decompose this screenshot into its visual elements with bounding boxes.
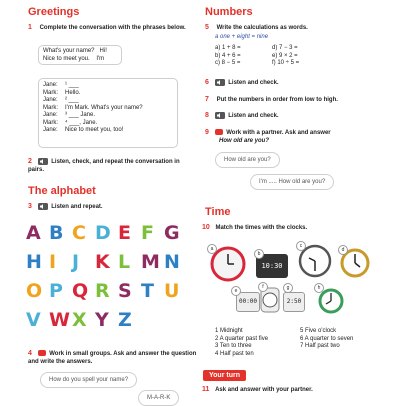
exercise-8 (205, 112, 279, 121)
alphabet-letter: R (95, 280, 110, 302)
speaker-name: Mark: (43, 89, 58, 96)
speaker-name: Mark: (43, 104, 58, 111)
audio-icon[interactable] (38, 158, 48, 165)
times-right (300, 328, 353, 351)
speech-bubble: How old are you? (215, 152, 280, 168)
phrase: Hi! (99, 48, 107, 54)
exercise-2 (28, 158, 188, 174)
clock-label: g (283, 283, 293, 293)
exercise-9 (205, 129, 385, 145)
dialogue-box (38, 78, 178, 148)
exercise-number: 6 (205, 79, 209, 87)
greetings-heading: Greetings (28, 6, 80, 18)
calc-item: b) 4 + 6 = (215, 52, 241, 59)
speaker-name: Jane: (43, 112, 58, 118)
exercise-11-instruction: Ask and answer with your partner. (215, 387, 313, 393)
clock-label: e (231, 286, 241, 296)
your-turn-banner: Your turn (203, 370, 246, 381)
exercise-3 (28, 203, 103, 212)
dialogue-line (43, 97, 173, 105)
exercise-6 (205, 79, 279, 88)
speaker-name: Jane: (43, 127, 58, 133)
alphabet-letter: U (164, 280, 180, 302)
alphabet-letter: H (26, 251, 42, 273)
alphabet-letter: N (164, 251, 180, 273)
dialogue-line (43, 120, 173, 128)
time-item: 4 Half past ten (215, 350, 254, 357)
exercise-1-instruction: Complete the conversation with the phrases below. (39, 25, 186, 31)
alphabet-letter: X (72, 309, 87, 331)
exercise-8-instruction: Listen and check. (228, 113, 279, 120)
exercise-3-instruction: Listen and repeat. (51, 204, 103, 211)
exercise-4 (28, 350, 198, 366)
alphabet-letter: Q (72, 280, 89, 302)
time-heading: Time (205, 206, 231, 218)
exercise-5-instruction: Write the calculations as words. (216, 25, 308, 31)
numbers-heading: Numbers (205, 6, 253, 18)
example-line: a one + eight = nine (215, 34, 269, 40)
exercise-number: 1 (28, 24, 32, 31)
dialogue-text: Nice to meet you, too! (65, 127, 124, 133)
clock-label: b (254, 249, 264, 259)
speech-bubble: How do you spell your name? (40, 372, 137, 388)
exercise-number: 2 (28, 158, 32, 166)
speech-bubble: M-A-R-K (138, 390, 179, 406)
dialogue-text: ² ___ (65, 97, 79, 103)
alphabet-letter: I (49, 251, 57, 273)
time-item: 6 A quarter to seven (300, 335, 354, 342)
time-item: 7 Half past two (300, 343, 340, 349)
speech-bubble: I'm ..... How old are you? (250, 174, 334, 190)
exercise-number: 3 (28, 203, 32, 211)
exercise-number: 7 (205, 96, 209, 103)
calc-item: f) 10 ÷ 5 = (272, 60, 300, 66)
phrase-box (38, 45, 122, 65)
speaker-name: Jane: (43, 97, 58, 103)
exercise-10-instruction: Match the times with the clocks. (215, 225, 308, 231)
exercise-number: 11 (202, 386, 210, 393)
dialogue-line (43, 90, 173, 98)
audio-icon[interactable] (38, 203, 48, 210)
calc-item: c) 8 − 5 = (215, 60, 241, 66)
dialogue-text: ¹ ___ (65, 82, 79, 88)
alphabet-letter: A (26, 222, 41, 244)
phrase: What's your name? (43, 48, 95, 54)
time-item: 2 A quarter past five (215, 335, 269, 342)
clock-label: c (296, 241, 306, 251)
dialogue-line (43, 112, 173, 120)
dialogue-text: I'm Mark. What's your name? (65, 104, 143, 111)
alphabet-letter: C (72, 222, 86, 244)
exercise-number: 10 (202, 224, 210, 231)
audio-icon[interactable] (215, 79, 225, 86)
alphabet-letter: M (141, 251, 160, 273)
clock-label: f (258, 282, 268, 292)
exercise-2-instruction: Listen, check, and repeat the conversation in pairs. (28, 159, 180, 173)
exercise-number: 5 (205, 24, 209, 31)
alphabet-letter: E (118, 222, 131, 244)
digital-clock-b: 10:30 (256, 254, 288, 278)
speaker-name: Jane: (43, 82, 58, 88)
exercise-9-question: How old are you? (219, 137, 270, 144)
alphabet-letter: K (95, 251, 110, 273)
alphabet-letter: D (95, 222, 111, 244)
exercise-9-instruction: Work with a partner. Ask and answer (226, 130, 331, 136)
exercise-7 (205, 96, 338, 105)
alphabet-letter: Z (118, 309, 132, 331)
time-item: 3 Ten to three (215, 343, 252, 349)
alphabet-letter: B (49, 222, 64, 244)
calc-item: d) 7 − 3 = (272, 45, 298, 51)
alphabet-letter: S (118, 280, 132, 302)
dialogue-text: ³ ___ Jane. (65, 112, 96, 118)
phrase: Nice to meet you. (43, 55, 90, 62)
alphabet-letter: L (118, 251, 131, 273)
speaker-name: Mark: (43, 119, 58, 126)
digital-clock-e: 00:00 (236, 292, 260, 312)
clock-label: a (207, 244, 217, 254)
times-left (215, 328, 268, 358)
alphabet-letter: Y (95, 309, 109, 331)
exercise-11 (202, 386, 313, 395)
clock-label: d (338, 245, 348, 255)
exercise-number: 4 (28, 350, 32, 357)
exercise-4-instruction: Work in small groups. Ask and answer the question and write the answers. (28, 351, 197, 365)
exercise-1 (28, 24, 188, 33)
exercise-number: 8 (205, 112, 209, 120)
calcs-right (272, 45, 299, 68)
time-item: 5 Five o'clock (300, 328, 337, 334)
calc-item: a) 1 + 8 = (215, 45, 241, 51)
dialogue-line (43, 127, 173, 135)
alphabet-letter: O (26, 280, 43, 302)
clock-label: h (314, 283, 324, 293)
exercise-5 (205, 24, 308, 33)
exercise-10 (202, 224, 307, 233)
calcs-left (215, 45, 241, 68)
dialogue-line (43, 82, 173, 90)
alphabet-letter: F (141, 222, 154, 244)
speech-icon (38, 350, 46, 356)
time-item: 1 Midnight (215, 328, 243, 334)
exercise-number: 9 (205, 129, 209, 136)
alphabet-letter: W (49, 309, 70, 331)
alphabet-letter: P (49, 280, 63, 302)
dialogue-text: Hello. (65, 89, 81, 96)
speech-icon (215, 129, 223, 135)
exercise-7-instruction: Put the numbers in order from low to high. (216, 97, 338, 103)
calc-item: e) 9 × 2 = (272, 52, 298, 59)
alphabet-letter: J (72, 251, 80, 273)
alphabet-letter: G (164, 222, 180, 244)
exercise-6-instruction: Listen and check. (228, 80, 279, 87)
phrase: I'm (96, 55, 105, 62)
digital-clock-g: 2:50 (283, 292, 305, 312)
alphabet-letter: V (26, 309, 41, 331)
dialogue-text: ⁴ ___, Jane. (65, 119, 98, 126)
alphabet-heading: The alphabet (28, 185, 96, 197)
alphabet-letter: T (141, 280, 154, 302)
audio-icon[interactable] (215, 112, 225, 119)
dialogue-line (43, 105, 173, 113)
